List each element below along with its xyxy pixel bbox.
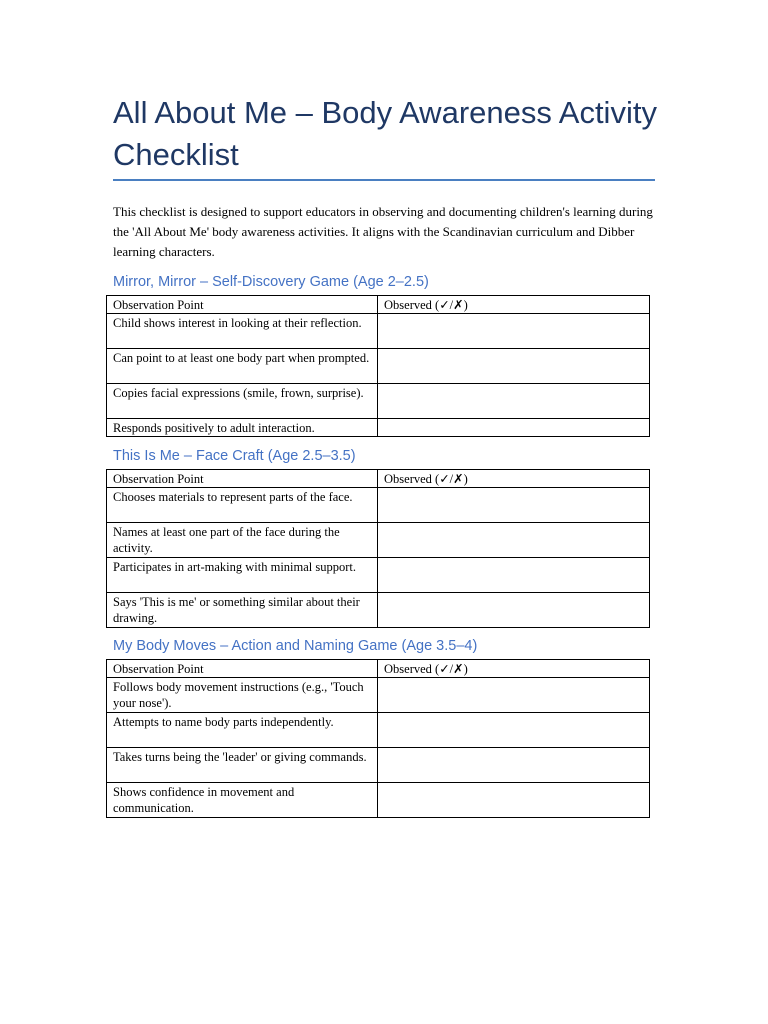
- observation-point-cell: Child shows interest in looking at their reflection.: [107, 314, 378, 349]
- document-title: All About Me – Body Awareness Activity Checklist: [113, 95, 657, 172]
- observation-point-cell: Participates in art-making with minimal support.: [107, 558, 378, 593]
- table-row: [107, 748, 650, 783]
- observation-point-cell: Chooses materials to represent parts of the face.: [107, 488, 378, 523]
- observation-point-cell: Names at least one part of the face during the activity.: [107, 523, 378, 558]
- intro-paragraph: This checklist is designed to support educators in observing and documenting children's learning during the 'All About Me' body awareness activities. It aligns with the Scandinavian curriculum and Dibber learning characters.: [113, 204, 653, 259]
- column-header-observed: Observed (✓/✗): [378, 296, 650, 314]
- column-header-observation-point: Observation Point: [107, 470, 378, 488]
- observed-cell[interactable]: [378, 314, 650, 349]
- table-header-row: [107, 660, 650, 678]
- table-row: [107, 419, 650, 437]
- observed-cell[interactable]: [378, 349, 650, 384]
- column-header-observed: Observed (✓/✗): [378, 660, 650, 678]
- column-header-observed: Observed (✓/✗): [378, 470, 650, 488]
- table-row: [107, 523, 650, 558]
- observed-cell[interactable]: [378, 748, 650, 783]
- observation-point-cell: Follows body movement instructions (e.g., 'Touch your nose').: [107, 678, 378, 713]
- section-heading-this-is-me: This Is Me – Face Craft (Age 2.5–3.5): [113, 448, 356, 464]
- observed-cell[interactable]: [378, 783, 650, 818]
- table-row: [107, 314, 650, 349]
- table-header-row: [107, 470, 650, 488]
- checklist-table-this-is-me: [106, 469, 650, 628]
- observation-point-cell: Attempts to name body parts independently.: [107, 713, 378, 748]
- observation-point-cell: Responds positively to adult interaction.: [107, 419, 378, 437]
- table-row: [107, 384, 650, 419]
- column-header-observation-point: Observation Point: [107, 296, 378, 314]
- table-row: [107, 488, 650, 523]
- observed-cell[interactable]: [378, 593, 650, 628]
- observation-point-cell: Shows confidence in movement and communication.: [107, 783, 378, 818]
- observed-cell[interactable]: [378, 384, 650, 419]
- observation-point-cell: Can point to at least one body part when prompted.: [107, 349, 378, 384]
- table-header-row: [107, 296, 650, 314]
- observed-cell[interactable]: [378, 713, 650, 748]
- observation-point-cell: Takes turns being the 'leader' or giving commands.: [107, 748, 378, 783]
- table-row: [107, 713, 650, 748]
- observation-point-cell: Says 'This is me' or something similar about their drawing.: [107, 593, 378, 628]
- observed-cell[interactable]: [378, 488, 650, 523]
- checklist-table-mirror-mirror: [106, 295, 650, 437]
- column-header-observation-point: Observation Point: [107, 660, 378, 678]
- table-row: [107, 783, 650, 818]
- observed-cell[interactable]: [378, 678, 650, 713]
- table-row: [107, 593, 650, 628]
- table-row: [107, 349, 650, 384]
- table-row: [107, 558, 650, 593]
- observed-cell[interactable]: [378, 419, 650, 437]
- section-heading-mirror-mirror: Mirror, Mirror – Self-Discovery Game (Age 2–2.5): [113, 274, 429, 290]
- checklist-table-my-body-moves: [106, 659, 650, 818]
- table-row: [107, 678, 650, 713]
- observed-cell[interactable]: [378, 523, 650, 558]
- observation-point-cell: Copies facial expressions (smile, frown, surprise).: [107, 384, 378, 419]
- observed-cell[interactable]: [378, 558, 650, 593]
- section-heading-my-body-moves: My Body Moves – Action and Naming Game (Age 3.5–4): [113, 638, 478, 654]
- title-underline: [113, 179, 655, 181]
